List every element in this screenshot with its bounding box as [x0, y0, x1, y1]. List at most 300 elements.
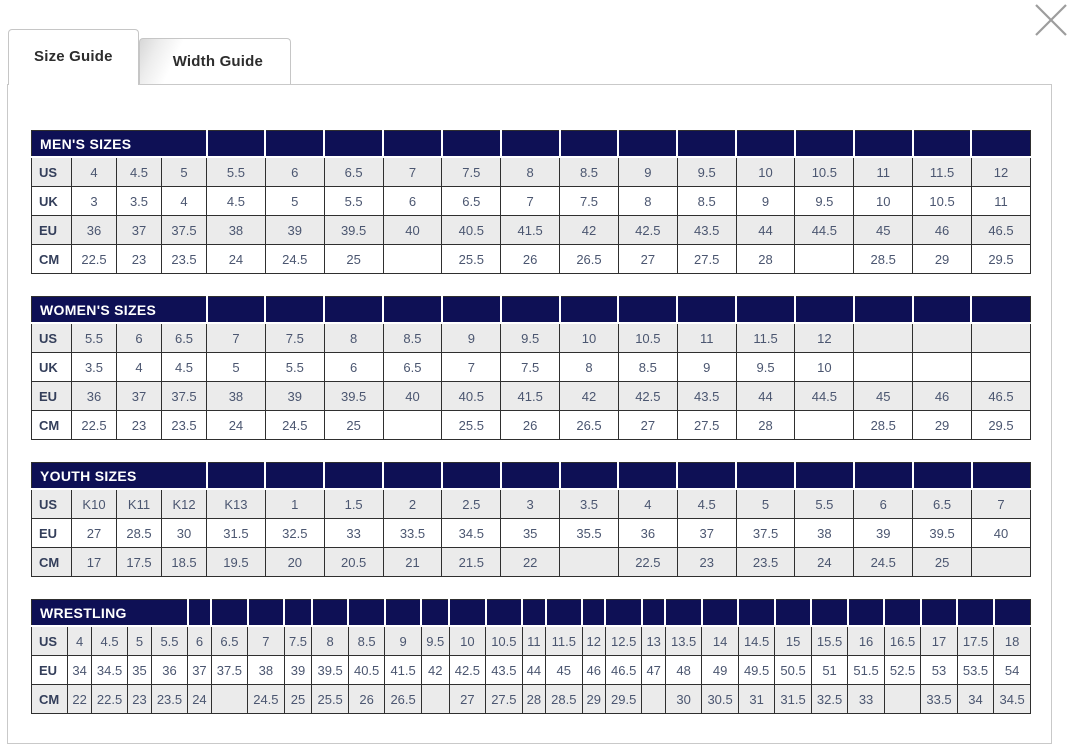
- size-cell: 53.5: [957, 656, 993, 685]
- size-cell: 38: [248, 656, 284, 685]
- size-cell: 24: [188, 685, 211, 714]
- header-cell: [265, 297, 324, 324]
- size-cell: [972, 548, 1031, 577]
- row-label: EU: [32, 382, 72, 411]
- size-cell: 27: [72, 519, 117, 548]
- size-cell: 51.5: [848, 656, 884, 685]
- table-row-us: [32, 157, 1031, 187]
- size-cell: 24: [795, 548, 854, 577]
- size-cell: 11: [677, 323, 736, 353]
- size-cell: [383, 411, 442, 440]
- size-cell: 40.5: [442, 382, 501, 411]
- size-cell: 34.5: [442, 519, 501, 548]
- size-cell: 37: [117, 216, 162, 245]
- size-cell: 25.5: [442, 245, 501, 274]
- size-cell: 7: [383, 157, 442, 187]
- size-cell: 24: [207, 411, 266, 440]
- size-cell: 28.5: [117, 519, 162, 548]
- size-cell: 11.5: [736, 323, 795, 353]
- size-cell: 4.5: [162, 353, 207, 382]
- header-cell: [265, 131, 324, 158]
- header-cell: [677, 131, 736, 158]
- table-row-us: [32, 626, 1031, 656]
- size-cell: 11: [522, 626, 545, 656]
- size-cell: 30: [162, 519, 207, 548]
- header-cell: [546, 600, 582, 627]
- size-cell: 46.5: [605, 656, 641, 685]
- size-cell: 10: [736, 157, 795, 187]
- size-cell: 9.5: [421, 626, 449, 656]
- size-cell: 5.5: [72, 323, 117, 353]
- size-cell: K13: [207, 489, 266, 519]
- size-cell: 39: [265, 216, 324, 245]
- size-cell: [642, 685, 665, 714]
- table-row-cm: [32, 245, 1031, 274]
- size-cell: 25: [324, 411, 383, 440]
- size-cell: 4: [72, 157, 117, 187]
- header-cell: [421, 600, 449, 627]
- size-cell: 5.5: [795, 489, 854, 519]
- tab-size-guide[interactable]: [8, 29, 139, 85]
- size-cell: 42.5: [618, 216, 677, 245]
- size-cell: 39: [854, 519, 913, 548]
- size-cell: 12: [795, 323, 854, 353]
- size-cell: 29.5: [971, 245, 1030, 274]
- size-cell: [560, 548, 619, 577]
- header-cell: [677, 297, 736, 324]
- size-cell: 37: [677, 519, 736, 548]
- size-cell: 39.5: [312, 656, 348, 685]
- header-cell: [854, 297, 913, 324]
- size-cell: 5.5: [265, 353, 324, 382]
- header-cell: [618, 297, 677, 324]
- header-cell: [957, 600, 993, 627]
- size-cell: 15: [775, 626, 811, 656]
- size-cell: 46.5: [971, 216, 1030, 245]
- size-cell: 11: [854, 157, 913, 187]
- size-cell: 39: [284, 656, 312, 685]
- size-cell: 9.5: [795, 187, 854, 216]
- close-icon[interactable]: [1032, 1, 1070, 39]
- table-row-uk: [32, 187, 1031, 216]
- size-cell: 6: [324, 353, 383, 382]
- size-cell: 9: [618, 157, 677, 187]
- size-cell: 6: [188, 626, 211, 656]
- table-row-cm: [32, 411, 1031, 440]
- size-cell: 43.5: [486, 656, 522, 685]
- size-cell: 35.5: [560, 519, 619, 548]
- header-cell: [913, 297, 972, 324]
- size-cell: 6.5: [383, 353, 442, 382]
- size-cell: 10: [560, 323, 619, 353]
- size-cell: 8.5: [348, 626, 384, 656]
- row-label: EU: [32, 519, 72, 548]
- size-cell: 8.5: [560, 157, 619, 187]
- table-row-eu: [32, 216, 1031, 245]
- size-cell: K10: [72, 489, 117, 519]
- table-title-youth-sizes: YOUTH SIZES: [32, 463, 207, 490]
- header-cell: [207, 463, 266, 490]
- size-cell: 22.5: [91, 685, 127, 714]
- size-cell: 8.5: [618, 353, 677, 382]
- table-row-eu: [32, 382, 1031, 411]
- header-cell: [677, 463, 736, 490]
- header-cell: [442, 463, 501, 490]
- header-cell: [665, 600, 701, 627]
- size-cell: 8.5: [677, 187, 736, 216]
- size-cell: 7.5: [265, 323, 324, 353]
- size-cell: 40.5: [348, 656, 384, 685]
- size-cell: 44: [736, 382, 795, 411]
- size-cell: 22.5: [72, 245, 117, 274]
- size-cell: 8: [618, 187, 677, 216]
- size-cell: 7: [207, 323, 266, 353]
- size-cell: 11.5: [546, 626, 582, 656]
- size-cell: 42.5: [618, 382, 677, 411]
- size-cell: 5.5: [151, 626, 187, 656]
- size-cell: 42.5: [449, 656, 485, 685]
- header-cell: [248, 600, 284, 627]
- header-cell: [501, 297, 560, 324]
- header-cell: [324, 131, 383, 158]
- table-title-wrestling: WRESTLING: [32, 600, 188, 627]
- table-row-uk: [32, 353, 1031, 382]
- size-cell: 23: [128, 685, 151, 714]
- size-cell: 31.5: [207, 519, 266, 548]
- table-row-us: [32, 489, 1031, 519]
- size-cell: 4.5: [117, 157, 162, 187]
- size-cell: 38: [207, 216, 266, 245]
- size-cell: 24.5: [265, 245, 324, 274]
- size-cell: 40.5: [442, 216, 501, 245]
- size-cell: 4: [117, 353, 162, 382]
- size-cell: 16: [848, 626, 884, 656]
- header-cell: [265, 463, 324, 490]
- size-cell: 48: [665, 656, 701, 685]
- row-label: US: [32, 323, 72, 353]
- size-cell: [421, 685, 449, 714]
- size-cell: 45: [854, 216, 913, 245]
- tab-width-guide[interactable]: [139, 38, 291, 84]
- size-cell: 23: [117, 245, 162, 274]
- size-cell: [854, 323, 913, 353]
- size-table-youth-sizes: [31, 462, 1031, 577]
- size-cell: 46: [582, 656, 605, 685]
- size-table-wrestling: [31, 599, 1031, 714]
- size-cell: 17: [72, 548, 117, 577]
- header-cell: [811, 600, 847, 627]
- size-cell: 52.5: [884, 656, 920, 685]
- size-cell: 33: [324, 519, 383, 548]
- table-row-eu: [32, 519, 1031, 548]
- header-cell: [971, 297, 1030, 324]
- size-cell: 19.5: [207, 548, 266, 577]
- row-label: US: [32, 489, 72, 519]
- size-cell: 29: [582, 685, 605, 714]
- size-cell: 22: [501, 548, 560, 577]
- table-row-us: [32, 323, 1031, 353]
- size-cell: 7: [501, 187, 560, 216]
- size-cell: 9: [736, 187, 795, 216]
- size-cell: 40: [383, 382, 442, 411]
- size-cell: 41.5: [385, 656, 421, 685]
- size-cell: 32.5: [811, 685, 847, 714]
- size-cell: 23.5: [162, 245, 207, 274]
- size-cell: [884, 685, 920, 714]
- size-cell: 27: [618, 245, 677, 274]
- size-cell: 40: [383, 216, 442, 245]
- header-cell: [913, 131, 972, 158]
- size-cell: 24.5: [854, 548, 913, 577]
- row-label: EU: [32, 216, 72, 245]
- size-cell: 23.5: [151, 685, 187, 714]
- size-cell: 9: [385, 626, 421, 656]
- size-cell: 10: [795, 353, 854, 382]
- size-cell: 34: [957, 685, 993, 714]
- size-cell: 8.5: [383, 323, 442, 353]
- header-cell: [442, 297, 501, 324]
- size-cell: 25.5: [442, 411, 501, 440]
- tab-size-guide-label: Size Guide: [34, 48, 113, 65]
- header-cell: [702, 600, 738, 627]
- size-cell: 50.5: [775, 656, 811, 685]
- size-cell: 5: [736, 489, 795, 519]
- row-label: UK: [32, 187, 72, 216]
- size-cell: 12: [582, 626, 605, 656]
- header-cell: [582, 600, 605, 627]
- size-cell: 36: [72, 216, 117, 245]
- size-cell: 46.5: [971, 382, 1030, 411]
- size-cell: 16.5: [884, 626, 920, 656]
- size-cell: 25: [284, 685, 312, 714]
- header-cell: [848, 600, 884, 627]
- size-cell: 20.5: [324, 548, 383, 577]
- size-cell: 24.5: [265, 411, 324, 440]
- size-cell: 12: [971, 157, 1030, 187]
- size-cell: 29: [913, 245, 972, 274]
- size-cell: 40: [972, 519, 1031, 548]
- size-cell: 22.5: [618, 548, 677, 577]
- size-cell: 20: [265, 548, 324, 577]
- size-cell: 26: [501, 245, 560, 274]
- size-cell: K12: [162, 489, 207, 519]
- size-cell: 28.5: [854, 411, 913, 440]
- header-cell: [854, 131, 913, 158]
- size-cell: 5.5: [324, 187, 383, 216]
- header-cell: [211, 600, 247, 627]
- header-cell: [284, 600, 312, 627]
- size-cell: 23: [677, 548, 736, 577]
- size-cell: 37: [188, 656, 211, 685]
- tab-width-guide-label: Width Guide: [172, 53, 264, 70]
- size-cell: 27.5: [486, 685, 522, 714]
- size-cell: 27.5: [677, 245, 736, 274]
- header-cell: [449, 600, 485, 627]
- size-cell: 34.5: [91, 656, 127, 685]
- size-cell: 2: [383, 489, 442, 519]
- size-cell: 35: [501, 519, 560, 548]
- size-cell: 13.5: [665, 626, 701, 656]
- size-cell: 33.5: [383, 519, 442, 548]
- size-cell: 51: [811, 656, 847, 685]
- header-cell: [972, 463, 1031, 490]
- size-cell: 18.5: [162, 548, 207, 577]
- size-cell: 29: [913, 411, 972, 440]
- header-cell: [348, 600, 384, 627]
- size-cell: 9: [442, 323, 501, 353]
- header-cell: [795, 297, 854, 324]
- size-cell: 10.5: [913, 187, 972, 216]
- size-cell: 30.5: [702, 685, 738, 714]
- size-cell: 12.5: [605, 626, 641, 656]
- header-cell: [994, 600, 1031, 627]
- size-cell: 33: [848, 685, 884, 714]
- size-cell: 41.5: [501, 216, 560, 245]
- size-cell: 10.5: [486, 626, 522, 656]
- header-cell: [383, 463, 442, 490]
- size-cell: 9.5: [736, 353, 795, 382]
- size-cell: 25.5: [312, 685, 348, 714]
- size-cell: 42: [421, 656, 449, 685]
- header-cell: [854, 463, 913, 490]
- size-cell: 10: [854, 187, 913, 216]
- size-cell: 41.5: [501, 382, 560, 411]
- size-cell: 31: [738, 685, 774, 714]
- size-cell: 17.5: [117, 548, 162, 577]
- header-cell: [207, 131, 266, 158]
- size-cell: 27.5: [677, 411, 736, 440]
- size-cell: 22: [68, 685, 91, 714]
- size-cell: 4: [618, 489, 677, 519]
- size-cell: 23.5: [736, 548, 795, 577]
- size-cell: 3: [72, 187, 117, 216]
- size-cell: 6.5: [324, 157, 383, 187]
- size-cell: 39: [265, 382, 324, 411]
- size-cell: 30: [665, 685, 701, 714]
- size-cell: 11.5: [913, 157, 972, 187]
- size-cell: [854, 353, 913, 382]
- size-cell: 8: [312, 626, 348, 656]
- size-cell: 27: [449, 685, 485, 714]
- size-cell: 15.5: [811, 626, 847, 656]
- header-cell: [642, 600, 665, 627]
- size-cell: 28: [736, 245, 795, 274]
- size-cell: 4.5: [677, 489, 736, 519]
- table-row-eu: [32, 656, 1031, 685]
- size-cell: 7.5: [284, 626, 312, 656]
- size-cell: 39.5: [324, 382, 383, 411]
- size-cell: 45: [854, 382, 913, 411]
- header-cell: [736, 131, 795, 158]
- size-cell: 3: [501, 489, 560, 519]
- size-cell: [383, 245, 442, 274]
- size-cell: 26: [501, 411, 560, 440]
- header-cell: [795, 463, 854, 490]
- size-cell: 44: [522, 656, 545, 685]
- size-cell: 37.5: [162, 216, 207, 245]
- size-cell: 23: [117, 411, 162, 440]
- size-cell: 8: [560, 353, 619, 382]
- header-cell: [188, 600, 211, 627]
- size-cell: 34: [68, 656, 91, 685]
- header-cell: [385, 600, 421, 627]
- size-cell: 25: [913, 548, 972, 577]
- size-cell: 9.5: [501, 323, 560, 353]
- tables-root: [31, 130, 1051, 714]
- size-cell: 38: [207, 382, 266, 411]
- size-cell: 6: [265, 157, 324, 187]
- table-title-men-s-sizes: MEN'S SIZES: [32, 131, 207, 158]
- size-cell: 25: [324, 245, 383, 274]
- row-label: UK: [32, 353, 72, 382]
- row-label: EU: [32, 656, 68, 685]
- header-cell: [618, 463, 677, 490]
- row-label: US: [32, 157, 72, 187]
- size-cell: 6: [117, 323, 162, 353]
- size-cell: 34.5: [994, 685, 1031, 714]
- header-cell: [522, 600, 545, 627]
- size-cell: 26.5: [560, 411, 619, 440]
- size-cell: 28: [522, 685, 545, 714]
- size-cell: 44.5: [795, 216, 854, 245]
- size-cell: K11: [117, 489, 162, 519]
- size-cell: 29.5: [605, 685, 641, 714]
- size-cell: 17.5: [957, 626, 993, 656]
- size-cell: 31.5: [775, 685, 811, 714]
- size-cell: 6: [854, 489, 913, 519]
- size-cell: 6.5: [211, 626, 247, 656]
- size-cell: 1.5: [324, 489, 383, 519]
- size-cell: [913, 353, 972, 382]
- size-cell: [795, 245, 854, 274]
- header-cell: [971, 131, 1030, 158]
- size-cell: 5: [128, 626, 151, 656]
- header-cell: [736, 463, 795, 490]
- size-cell: 49: [702, 656, 738, 685]
- size-cell: 8: [324, 323, 383, 353]
- header-cell: [207, 297, 266, 324]
- header-cell: [560, 297, 619, 324]
- size-cell: 36: [72, 382, 117, 411]
- header-cell: [501, 131, 560, 158]
- size-cell: 28: [736, 411, 795, 440]
- size-cell: 44.5: [795, 382, 854, 411]
- size-cell: 7.5: [442, 157, 501, 187]
- size-cell: 47: [642, 656, 665, 685]
- header-cell: [921, 600, 957, 627]
- size-cell: [795, 411, 854, 440]
- size-cell: [913, 323, 972, 353]
- header-cell: [312, 600, 348, 627]
- size-cell: 22.5: [72, 411, 117, 440]
- size-cell: 4: [162, 187, 207, 216]
- size-cell: 23.5: [162, 411, 207, 440]
- size-cell: 7: [442, 353, 501, 382]
- size-cell: 10.5: [795, 157, 854, 187]
- size-cell: 54: [994, 656, 1031, 685]
- size-cell: 24: [207, 245, 266, 274]
- size-cell: 46: [913, 382, 972, 411]
- size-cell: 4.5: [207, 187, 266, 216]
- size-cell: 4: [68, 626, 91, 656]
- size-cell: 10: [449, 626, 485, 656]
- size-cell: 5: [162, 157, 207, 187]
- header-cell: [560, 131, 619, 158]
- tab-bar: [8, 29, 291, 84]
- size-cell: 27: [618, 411, 677, 440]
- size-cell: 6.5: [913, 489, 972, 519]
- header-cell: [324, 463, 383, 490]
